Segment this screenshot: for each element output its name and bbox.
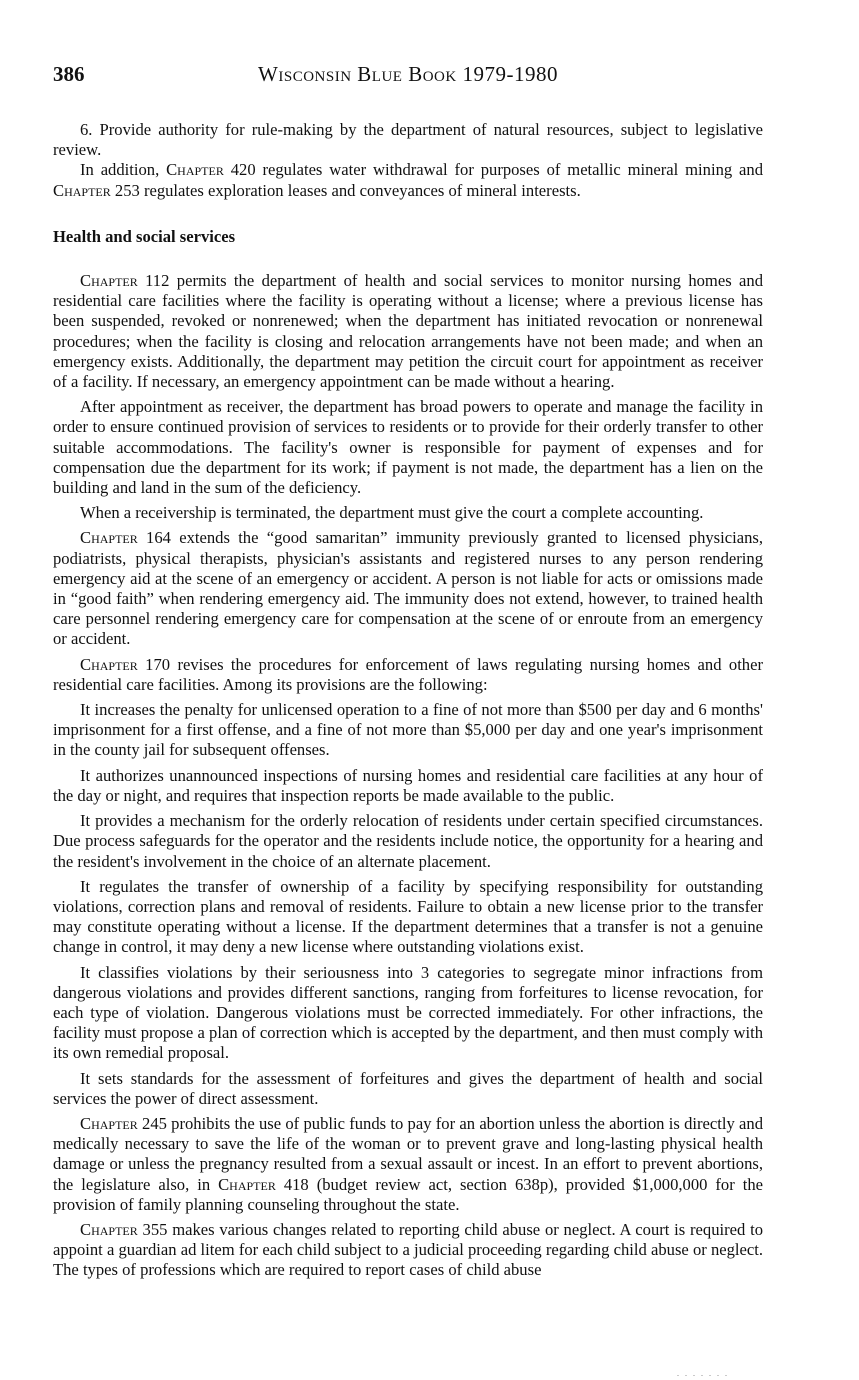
text-run: 164 extends the “good samaritan” immunity previously granted to licensed physicians, podiatrists, physical therapists, physician's assistants and registered nurses to any person rendering emergency aid at the scene of an emergency or accident. A person is not liable for acts or omissions made in “good faith” when rendering emergency aid. The immunity does not extend, however, to trained health care personnel rendering emergency care for compensation at the scene of or enroute from an emergency or accident. [53, 528, 763, 649]
page-header [53, 58, 763, 94]
section-heading: Health and social services [53, 226, 236, 246]
text-run: 420 regulates water withdrawal for purposes of metallic mineral mining and [223, 160, 763, 180]
paragraph-violation-classes: It classifies violations by their seriousness into 3 categories to segregate minor infractions from dangerous violations and provides different sanctions, ranging from forfeitures to license revocation, for each type of violation. Dangerous violations must be corrected immediately. For other infractions, the facility must propose a plan of correction which is accepted by the department, and then must comply with its own remedial proposal. [53, 962, 763, 1063]
chapter-word: Chapter [166, 160, 224, 180]
footer-mark: . . . . . . . [677, 1369, 729, 1378]
chapter-word: Chapter [80, 271, 138, 291]
paragraph-penalty: It increases the penalty for unlicensed operation to a fine of not more than $500 per day and 6 months' imprisonment for a first offense, and a fine of not more than $5,000 per day and one year's imprisonment in the county jail for subsequent offenses. [53, 700, 763, 760]
chapter-word: Chapter [80, 654, 138, 674]
chapter-word: Chapter [80, 528, 138, 548]
chapter-word: Chapter [218, 1174, 276, 1194]
intro-paragraph-1: 6. Provide authority for rule-making by the department of natural resources, subject to legislative review. [53, 120, 763, 160]
paragraph-chapter-245 [53, 1114, 763, 1215]
paragraph-forfeitures: It sets standards for the assessment of forfeitures and gives the department of health and social services the power of direct assessment. [53, 1068, 763, 1108]
text-run: 170 revises the procedures for enforcement of laws regulating nursing homes and other residential care facilities. Among its provisions are the following: [53, 654, 763, 694]
paragraph-chapter-112 [53, 271, 763, 392]
text-run: 245 prohibits the use of public funds to pay for an abortion unless the abortion is directly and medically necessary to save the life of the woman or to prevent grave and long-lasting physical health damage or unless the pregnancy resulted from a sexual assault or incest. In an effort to prevent abortions, the legislature also, in [53, 1113, 763, 1194]
paragraph-relocation: It provides a mechanism for the orderly relocation of residents under certain specified circumstances. Due process safeguards for the operator and the residents include notice, the opportunity for a hearing and the resident's involvement in the choice of an alternate placement. [53, 811, 763, 871]
chapter-word: Chapter [80, 1219, 138, 1239]
paragraph-chapter-164 [53, 528, 763, 649]
chapter-word: Chapter [80, 1113, 138, 1133]
text-run: 418 (budget review act, section 638p), provided $1,000,000 for the provision of family planning counseling throughout the state. [53, 1174, 763, 1214]
paragraph-inspections: It authorizes unannounced inspections of nursing homes and residential care facilities at any hour of the day or night, and requires that inspection reports be made available to the public. [53, 765, 763, 805]
text-run: 253 regulates exploration leases and conveyances of mineral interests. [110, 180, 581, 200]
text-run: 112 permits the department of health and social services to monitor nursing homes and residential care facilities where the facility is operating without a license; where a previous license has been suspended, revoked or nonrenewed; when the department has initiated revocation or nonrenewal procedures; when the facility is closing and relocation arrangements have not been made; and when an emergency exists. Additionally, the department may petition the circuit court for appointment as receiver of a facility. If necessary, an emergency appointment can be made without a hearing. [53, 271, 763, 392]
running-title: Wisconsin Blue Book 1979-1980 [258, 62, 558, 86]
document-page [53, 58, 763, 1281]
page-number: 386 [53, 62, 85, 86]
chapter-word: Chapter [53, 180, 111, 200]
paragraph-receivership-terminated: When a receivership is terminated, the department must give the court a complete accounting. [80, 503, 704, 523]
text-run: 355 makes various changes related to reporting child abuse or neglect. A court is required to appoint a guardian ad litem for each child subject to a judicial proceeding regarding child abuse or neglect. The types of professions which are required to report cases of child abuse [53, 1219, 763, 1280]
paragraph-chapter-170 [53, 655, 763, 695]
text-run: In addition, [80, 160, 167, 180]
body-text [53, 120, 763, 1281]
intro-paragraph-2 [53, 160, 763, 200]
paragraph-chapter-355 [53, 1220, 763, 1281]
paragraph-receiver-powers: After appointment as receiver, the department has broad powers to operate and manage the facility in order to ensure continued provision of services to residents or to provide for their orderly transfer to other suitable accommodations. The facility's owner is responsible for payment of expenses and for compensation due the department for its work; if payment is not made, the department has a lien on the building and land in the sum of the deficiency. [53, 397, 763, 498]
paragraph-ownership-transfer: It regulates the transfer of ownership of a facility by specifying responsibility for outstanding violations, correction plans and removal of residents. Failure to obtain a new license prior to the transfer may constitute operating without a license. If the department determines that a transfer is not a genuine change in control, it may deny a new license where outstanding violations exist. [53, 876, 763, 957]
